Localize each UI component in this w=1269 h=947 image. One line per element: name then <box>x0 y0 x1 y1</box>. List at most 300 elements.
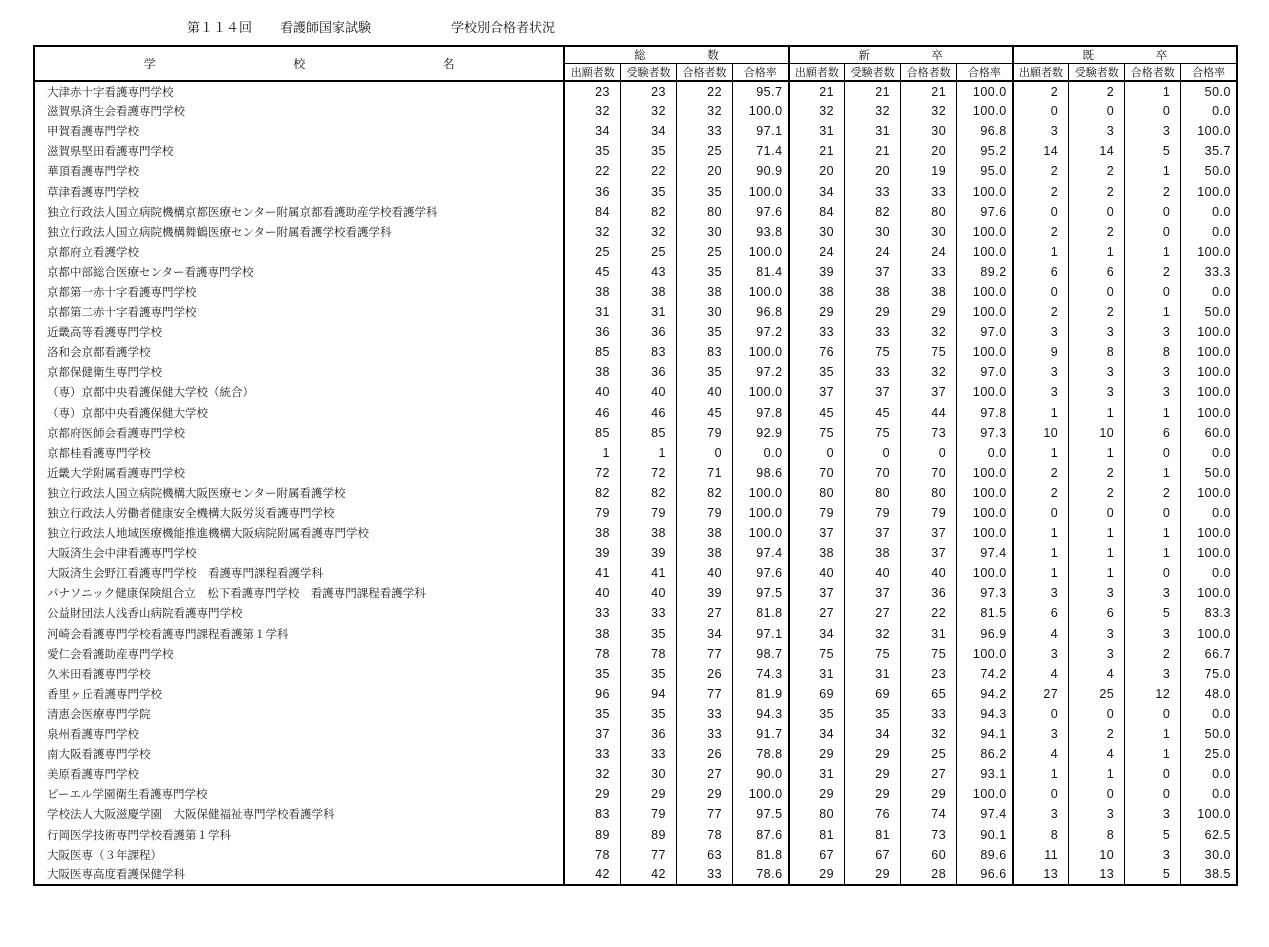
count-cell: 38 <box>564 523 620 543</box>
count-cell: 10 <box>1069 423 1125 443</box>
count-cell: 6 <box>1013 262 1069 282</box>
count-cell: 41 <box>564 563 620 583</box>
count-cell: 40 <box>677 382 733 402</box>
count-cell: 36 <box>620 322 676 342</box>
count-cell: 3 <box>1125 362 1181 382</box>
count-cell: 14 <box>1069 141 1125 161</box>
count-cell: 33 <box>677 865 733 885</box>
count-cell: 3 <box>1013 121 1069 141</box>
count-cell: 2 <box>1069 483 1125 503</box>
count-cell: 25 <box>677 242 733 262</box>
count-cell: 2 <box>1069 181 1125 201</box>
count-cell: 40 <box>845 563 901 583</box>
count-cell: 34 <box>845 724 901 744</box>
count-cell: 1 <box>1013 443 1069 463</box>
count-cell: 33 <box>620 603 676 623</box>
table-row <box>34 543 1237 563</box>
count-cell: 37 <box>901 543 957 563</box>
count-cell: 3 <box>1013 644 1069 664</box>
count-cell: 33 <box>677 121 733 141</box>
pass-rate-cell: 95.7 <box>733 81 789 101</box>
school-name-cell: ピーエル学園衛生看護専門学校 <box>47 789 208 802</box>
count-cell: 0 <box>1125 784 1181 804</box>
school-name-cell: 行岡医学技術専門学校看護第１学科 <box>47 829 231 842</box>
school-name-cell: （専）京都中央看護保健大学校 <box>47 407 208 420</box>
count-cell: 33 <box>620 744 676 764</box>
pass-rate-cell: 100.0 <box>1181 362 1237 382</box>
table-row <box>34 403 1237 423</box>
count-cell: 1 <box>1125 81 1181 101</box>
table-row <box>34 382 1237 402</box>
count-cell: 85 <box>620 423 676 443</box>
count-cell: 27 <box>789 603 845 623</box>
count-cell: 36 <box>620 724 676 744</box>
school-name-cell: パナソニック健康保険組合立 松下看護専門学校 看護専門課程看護学科 <box>47 588 426 601</box>
count-cell: 40 <box>789 563 845 583</box>
school-name-cell: 久米田看護専門学校 <box>47 668 151 681</box>
table-row <box>34 322 1237 342</box>
count-cell: 33 <box>564 603 620 623</box>
count-cell: 8 <box>1013 824 1069 844</box>
count-cell: 38 <box>677 282 733 302</box>
school-name-cell: 滋賀県堅田看護専門学校 <box>47 146 174 159</box>
count-cell: 35 <box>677 181 733 201</box>
pass-rate-cell: 100.0 <box>957 503 1013 523</box>
count-cell: 6 <box>1013 603 1069 623</box>
count-cell: 32 <box>564 101 620 121</box>
pass-rate-cell: 0.0 <box>1181 704 1237 724</box>
count-cell: 94 <box>620 684 676 704</box>
count-cell: 31 <box>789 764 845 784</box>
table-row <box>34 583 1237 603</box>
count-cell: 3 <box>1125 624 1181 644</box>
count-cell: 32 <box>901 362 957 382</box>
count-cell: 29 <box>789 302 845 322</box>
count-cell: 0 <box>1125 101 1181 121</box>
pass-rate-cell: 97.6 <box>957 202 1013 222</box>
count-cell: 2 <box>1069 161 1125 181</box>
school-name-cell: 京都桂看護専門学校 <box>47 447 151 460</box>
count-cell: 35 <box>789 704 845 724</box>
count-cell: 1 <box>1013 764 1069 784</box>
count-cell: 33 <box>901 262 957 282</box>
pass-rate-cell: 100.0 <box>1181 523 1237 543</box>
count-cell: 40 <box>620 583 676 603</box>
table-row <box>34 624 1237 644</box>
pass-rate-cell: 0.0 <box>1181 202 1237 222</box>
pass-rate-cell: 96.6 <box>957 865 1013 885</box>
count-cell: 1 <box>1013 523 1069 543</box>
pass-rate-cell: 100.0 <box>957 222 1013 242</box>
count-cell: 4 <box>1013 744 1069 764</box>
count-cell: 69 <box>789 684 845 704</box>
count-cell: 69 <box>845 684 901 704</box>
pass-rate-cell: 100.0 <box>1181 181 1237 201</box>
count-cell: 20 <box>845 161 901 181</box>
pass-rate-cell: 93.1 <box>957 764 1013 784</box>
count-cell: 35 <box>564 704 620 724</box>
count-cell: 21 <box>845 141 901 161</box>
pass-rate-cell: 92.9 <box>733 423 789 443</box>
title-subtitle: 学校別合格者状況 <box>451 20 556 35</box>
pass-rate-cell: 0.0 <box>957 443 1013 463</box>
pass-rate-cell: 90.9 <box>733 161 789 181</box>
count-cell: 36 <box>901 583 957 603</box>
count-cell: 11 <box>1013 845 1069 865</box>
school-name-cell: 大阪済生会中津看護専門学校 <box>47 548 197 561</box>
count-cell: 27 <box>677 764 733 784</box>
count-cell: 22 <box>564 161 620 181</box>
count-cell: 31 <box>845 664 901 684</box>
count-cell: 24 <box>845 242 901 262</box>
count-cell: 37 <box>789 382 845 402</box>
count-cell: 1 <box>1125 242 1181 262</box>
school-name-cell: 大津赤十字看護専門学校 <box>47 86 174 99</box>
count-cell: 42 <box>620 865 676 885</box>
table-row <box>34 784 1237 804</box>
school-name-cell: 近畿大学附属看護専門学校 <box>47 467 185 480</box>
count-cell: 8 <box>1125 342 1181 362</box>
count-cell: 31 <box>620 302 676 322</box>
count-cell: 78 <box>564 644 620 664</box>
count-cell: 0 <box>1125 704 1181 724</box>
pass-rate-cell: 96.9 <box>957 624 1013 644</box>
school-name-cell: 京都保健衛生専門学校 <box>47 367 162 380</box>
table-row <box>34 181 1237 201</box>
pass-rate-cell: 50.0 <box>1181 463 1237 483</box>
pass-rate-cell: 94.1 <box>957 724 1013 744</box>
count-cell: 1 <box>1125 302 1181 322</box>
count-cell: 41 <box>620 563 676 583</box>
school-name-cell: 公益財団法人浅香山病院看護専門学校 <box>47 608 243 621</box>
count-cell: 30 <box>845 222 901 242</box>
count-cell: 78 <box>564 845 620 865</box>
table-row <box>34 463 1237 483</box>
pass-rate-cell: 81.8 <box>733 603 789 623</box>
count-cell: 45 <box>677 403 733 423</box>
count-cell: 24 <box>789 242 845 262</box>
count-cell: 45 <box>845 403 901 423</box>
table-row <box>34 202 1237 222</box>
count-cell: 35 <box>620 624 676 644</box>
count-cell: 46 <box>620 403 676 423</box>
count-cell: 79 <box>564 503 620 523</box>
document-title <box>187 17 555 36</box>
count-cell: 13 <box>1069 865 1125 885</box>
pass-rate-cell: 62.5 <box>1181 824 1237 844</box>
table-row <box>34 342 1237 362</box>
count-cell: 31 <box>789 664 845 684</box>
pass-rate-cell: 75.0 <box>1181 664 1237 684</box>
count-cell: 3 <box>1013 804 1069 824</box>
count-cell: 34 <box>677 624 733 644</box>
count-cell: 35 <box>620 181 676 201</box>
pass-rate-cell: 100.0 <box>957 563 1013 583</box>
school-name-cell: 京都第二赤十字看護専門学校 <box>47 307 197 320</box>
group-header-row <box>34 46 1237 64</box>
count-cell: 25 <box>620 242 676 262</box>
pass-rate-cell: 0.0 <box>1181 764 1237 784</box>
count-cell: 3 <box>1125 382 1181 402</box>
pass-rate-cell: 97.6 <box>733 563 789 583</box>
table-row <box>34 242 1237 262</box>
table-row <box>34 603 1237 623</box>
school-name-cell: 美原看護専門学校 <box>47 769 139 782</box>
school-name-cell: 甲賀看護専門学校 <box>47 126 139 139</box>
count-cell: 8 <box>1069 824 1125 844</box>
count-cell: 1 <box>1013 242 1069 262</box>
count-cell: 2 <box>1013 161 1069 181</box>
count-cell: 31 <box>845 121 901 141</box>
count-cell: 35 <box>620 704 676 724</box>
count-cell: 33 <box>677 724 733 744</box>
count-cell: 34 <box>789 724 845 744</box>
count-cell: 0 <box>1069 101 1125 121</box>
pass-rate-cell: 97.4 <box>733 543 789 563</box>
count-cell: 37 <box>845 523 901 543</box>
count-cell: 84 <box>789 202 845 222</box>
count-cell: 2 <box>1013 463 1069 483</box>
col-header-examinees-repeat: 受験者数 <box>1069 64 1125 82</box>
count-cell: 74 <box>901 804 957 824</box>
count-cell: 2 <box>1069 724 1125 744</box>
count-cell: 33 <box>789 322 845 342</box>
count-cell: 46 <box>564 403 620 423</box>
pass-rate-cell: 100.0 <box>957 282 1013 302</box>
count-cell: 30 <box>901 121 957 141</box>
school-name-cell: 南大阪看護専門学校 <box>47 749 151 762</box>
count-cell: 33 <box>901 181 957 201</box>
count-cell: 35 <box>677 362 733 382</box>
count-cell: 2 <box>1013 81 1069 101</box>
pass-rate-cell: 100.0 <box>957 302 1013 322</box>
count-cell: 80 <box>901 483 957 503</box>
col-header-passers-total: 合格者数 <box>677 64 733 82</box>
count-cell: 32 <box>901 101 957 121</box>
table-row <box>34 824 1237 844</box>
count-cell: 0 <box>845 443 901 463</box>
count-cell: 5 <box>1125 603 1181 623</box>
pass-rate-cell: 100.0 <box>1181 382 1237 402</box>
school-name-cell: 京都府立看護学校 <box>47 246 139 259</box>
count-cell: 83 <box>677 342 733 362</box>
count-cell: 75 <box>901 342 957 362</box>
count-cell: 33 <box>845 322 901 342</box>
pass-rate-cell: 100.0 <box>957 242 1013 262</box>
count-cell: 29 <box>677 784 733 804</box>
count-cell: 3 <box>1013 382 1069 402</box>
count-cell: 0 <box>1069 704 1125 724</box>
count-cell: 85 <box>564 423 620 443</box>
count-cell: 79 <box>677 503 733 523</box>
school-name-cell: 大阪済生会野江看護専門学校 看護専門課程看護学科 <box>47 568 323 581</box>
pass-rate-cell: 74.3 <box>733 664 789 684</box>
count-cell: 89 <box>564 824 620 844</box>
pass-rate-cell: 100.0 <box>957 463 1013 483</box>
school-name-cell: 洛和会京都看護学校 <box>47 347 151 360</box>
count-cell: 38 <box>620 282 676 302</box>
col-header-applicants-repeat: 出願者数 <box>1013 64 1069 82</box>
count-cell: 44 <box>901 403 957 423</box>
school-name-cell: 泉州看護専門学校 <box>47 729 139 742</box>
count-cell: 82 <box>564 483 620 503</box>
col-header-applicants-new: 出願者数 <box>789 64 845 82</box>
count-cell: 1 <box>1125 161 1181 181</box>
count-cell: 2 <box>1125 483 1181 503</box>
col-header-examinees-total: 受験者数 <box>620 64 676 82</box>
count-cell: 27 <box>1013 684 1069 704</box>
count-cell: 96 <box>564 684 620 704</box>
count-cell: 1 <box>620 443 676 463</box>
count-cell: 0 <box>1125 222 1181 242</box>
count-cell: 36 <box>564 322 620 342</box>
school-name-cell: （専）京都中央看護保健大学校（統合） <box>47 387 254 400</box>
table-row <box>34 664 1237 684</box>
count-cell: 23 <box>620 81 676 101</box>
col-header-passrate-total: 合格率 <box>733 64 789 82</box>
count-cell: 0 <box>1125 503 1181 523</box>
table-row <box>34 764 1237 784</box>
count-cell: 35 <box>620 664 676 684</box>
count-cell: 25 <box>1069 684 1125 704</box>
count-cell: 79 <box>789 503 845 523</box>
count-cell: 22 <box>677 81 733 101</box>
table-row <box>34 845 1237 865</box>
count-cell: 35 <box>564 664 620 684</box>
pass-rate-cell: 60.0 <box>1181 423 1237 443</box>
count-cell: 79 <box>901 503 957 523</box>
count-cell: 2 <box>1069 302 1125 322</box>
pass-rate-cell: 87.6 <box>733 824 789 844</box>
pass-rate-cell: 97.4 <box>957 804 1013 824</box>
table-row <box>34 423 1237 443</box>
pass-rate-cell: 100.0 <box>733 523 789 543</box>
count-cell: 67 <box>845 845 901 865</box>
count-cell: 27 <box>845 603 901 623</box>
count-cell: 75 <box>789 423 845 443</box>
pass-rate-cell: 100.0 <box>733 181 789 201</box>
table-row <box>34 302 1237 322</box>
pass-rate-cell: 100.0 <box>1181 403 1237 423</box>
pass-rate-cell: 100.0 <box>1181 342 1237 362</box>
pass-rate-cell: 100.0 <box>733 503 789 523</box>
table-row <box>34 443 1237 463</box>
pass-rate-cell: 30.0 <box>1181 845 1237 865</box>
count-cell: 38 <box>845 543 901 563</box>
count-cell: 21 <box>789 141 845 161</box>
count-cell: 2 <box>1125 181 1181 201</box>
count-cell: 82 <box>677 483 733 503</box>
count-cell: 25 <box>901 744 957 764</box>
count-cell: 3 <box>1069 121 1125 141</box>
count-cell: 33 <box>901 704 957 724</box>
count-cell: 38 <box>620 523 676 543</box>
count-cell: 70 <box>901 463 957 483</box>
count-cell: 39 <box>677 583 733 603</box>
count-cell: 40 <box>901 563 957 583</box>
count-cell: 0 <box>1125 202 1181 222</box>
count-cell: 38 <box>789 282 845 302</box>
count-cell: 0 <box>1069 503 1125 523</box>
count-cell: 35 <box>789 362 845 382</box>
count-cell: 72 <box>620 463 676 483</box>
table-body <box>34 81 1237 885</box>
pass-rate-cell: 86.2 <box>957 744 1013 764</box>
col-header-passers-repeat: 合格者数 <box>1125 64 1181 82</box>
pass-rate-cell: 50.0 <box>1181 81 1237 101</box>
count-cell: 77 <box>620 845 676 865</box>
table-row <box>34 563 1237 583</box>
pass-rate-cell: 0.0 <box>1181 101 1237 121</box>
count-cell: 5 <box>1125 865 1181 885</box>
count-cell: 32 <box>620 101 676 121</box>
school-name-cell: 華頂看護専門学校 <box>47 166 139 179</box>
pass-rate-cell: 33.3 <box>1181 262 1237 282</box>
count-cell: 30 <box>620 764 676 784</box>
count-cell: 13 <box>1013 865 1069 885</box>
count-cell: 79 <box>845 503 901 523</box>
count-cell: 0 <box>1013 704 1069 724</box>
count-cell: 3 <box>1125 121 1181 141</box>
pass-rate-cell: 0.0 <box>1181 443 1237 463</box>
pass-rate-cell: 97.8 <box>733 403 789 423</box>
table-row <box>34 704 1237 724</box>
col-header-passers-new: 合格者数 <box>901 64 957 82</box>
count-cell: 29 <box>845 784 901 804</box>
count-cell: 76 <box>845 804 901 824</box>
count-cell: 80 <box>789 804 845 824</box>
table-row <box>34 804 1237 824</box>
table-row <box>34 222 1237 242</box>
pass-rate-cell: 91.7 <box>733 724 789 744</box>
pass-rate-cell: 0.0 <box>1181 503 1237 523</box>
count-cell: 3 <box>1013 583 1069 603</box>
pass-rate-cell: 95.2 <box>957 141 1013 161</box>
count-cell: 78 <box>677 824 733 844</box>
count-cell: 2 <box>1069 463 1125 483</box>
count-cell: 0 <box>789 443 845 463</box>
pass-rate-cell: 100.0 <box>957 784 1013 804</box>
count-cell: 3 <box>1069 624 1125 644</box>
col-header-passrate-new: 合格率 <box>957 64 1013 82</box>
count-cell: 42 <box>564 865 620 885</box>
count-cell: 2 <box>1069 81 1125 101</box>
school-name-cell: 滋賀県済生会看護専門学校 <box>47 106 185 119</box>
count-cell: 0 <box>1125 764 1181 784</box>
count-cell: 1 <box>1125 724 1181 744</box>
pass-rate-cell: 50.0 <box>1181 161 1237 181</box>
pass-rate-cell: 100.0 <box>957 181 1013 201</box>
count-cell: 5 <box>1125 141 1181 161</box>
count-cell: 38 <box>564 362 620 382</box>
count-cell: 37 <box>901 382 957 402</box>
pass-rate-cell: 35.7 <box>1181 141 1237 161</box>
count-cell: 29 <box>845 744 901 764</box>
table-row <box>34 865 1237 885</box>
pass-rate-cell: 100.0 <box>957 483 1013 503</box>
pass-rate-cell: 97.5 <box>733 583 789 603</box>
count-cell: 75 <box>901 644 957 664</box>
count-cell: 72 <box>564 463 620 483</box>
count-cell: 1 <box>1069 523 1125 543</box>
count-cell: 1 <box>1013 543 1069 563</box>
count-cell: 35 <box>677 262 733 282</box>
pass-rate-cell: 100.0 <box>733 483 789 503</box>
count-cell: 21 <box>845 81 901 101</box>
count-cell: 32 <box>901 322 957 342</box>
pass-rate-cell: 95.0 <box>957 161 1013 181</box>
table-row <box>34 81 1237 101</box>
